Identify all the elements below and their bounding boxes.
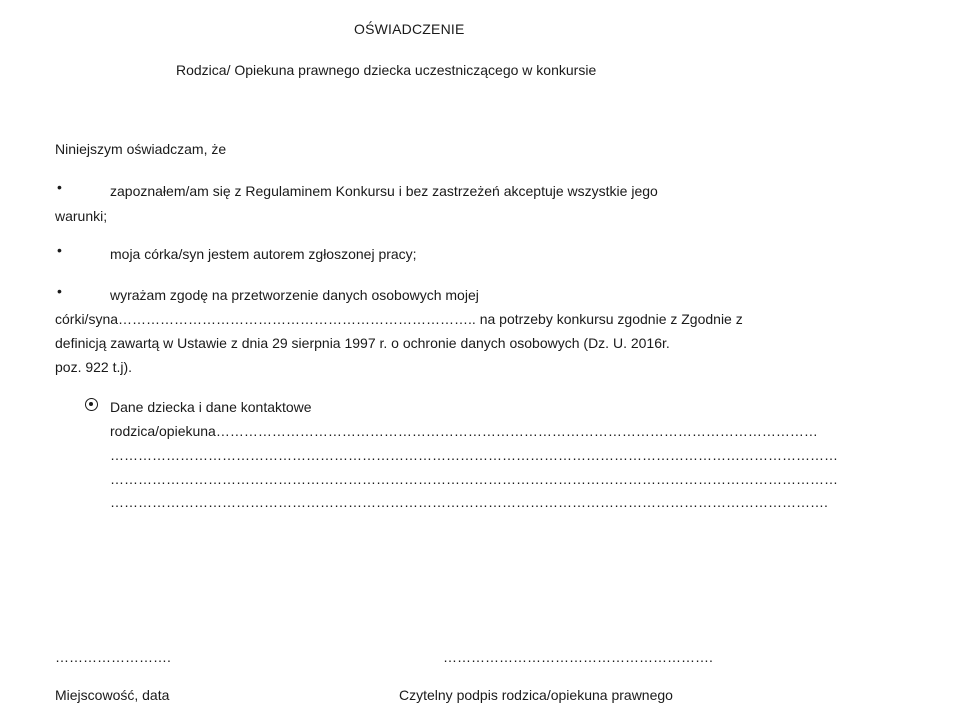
item-3-line-4: poz. 922 t.j). (55, 359, 133, 375)
item-1-line-2: warunki; (55, 208, 108, 224)
document-subtitle: Rodzica/ Opiekuna prawnego dziecka uczestniczącego w konkursie (176, 62, 597, 78)
place-date-label: Miejscowość, data (55, 687, 170, 703)
signature-label: Czytelny podpis rodzica/opiekuna prawnego (399, 687, 673, 703)
contact-heading: Dane dziecka i dane kontaktowe (110, 399, 312, 415)
contact-fill-line: ………………………………………………………………………………………………………………………………………. (110, 494, 828, 510)
signature-fill-line: …………………………………………………. (443, 649, 713, 665)
bullet-icon: • (57, 179, 62, 195)
item-3-line-2: córki/syna………………………………………………………………….. na potrzeby konkursu zgodnie z Zgodnie z (55, 311, 743, 327)
contact-line-guardian: rodzica/opiekuna………………………………………………………………………………………………………………… (110, 423, 818, 439)
item-1-line-1: zapoznałem/am się z Regulaminem Konkursu i bez zastrzeżeń akceptuje wszystkie jego (110, 183, 658, 199)
contact-fill-line: ………………………………………………………………………………………………………………………………………… (110, 471, 838, 487)
place-date-fill-line: ……………………. (55, 649, 171, 665)
bullet-icon: • (57, 283, 62, 299)
document-title: OŚWIADCZENIE (354, 21, 465, 37)
item-3-line-1: wyrażam zgodę na przetworzenie danych osobowych mojej (110, 287, 479, 303)
item-3-line-3: definicją zawartą w Ustawie z dnia 29 sierpnia 1997 r. o ochronie danych osobowych (Dz. U. 2016r. (55, 335, 670, 351)
intro-text: Niniejszym oświadczam, że (55, 141, 227, 157)
item-2-line-1: moja córka/syn jestem autorem zgłoszonej pracy; (110, 246, 417, 262)
bullet-icon: • (57, 242, 62, 258)
contact-fill-line: ………………………………………………………………………………………………………………………………………… (110, 447, 838, 463)
circle-bullet-icon (85, 398, 98, 411)
